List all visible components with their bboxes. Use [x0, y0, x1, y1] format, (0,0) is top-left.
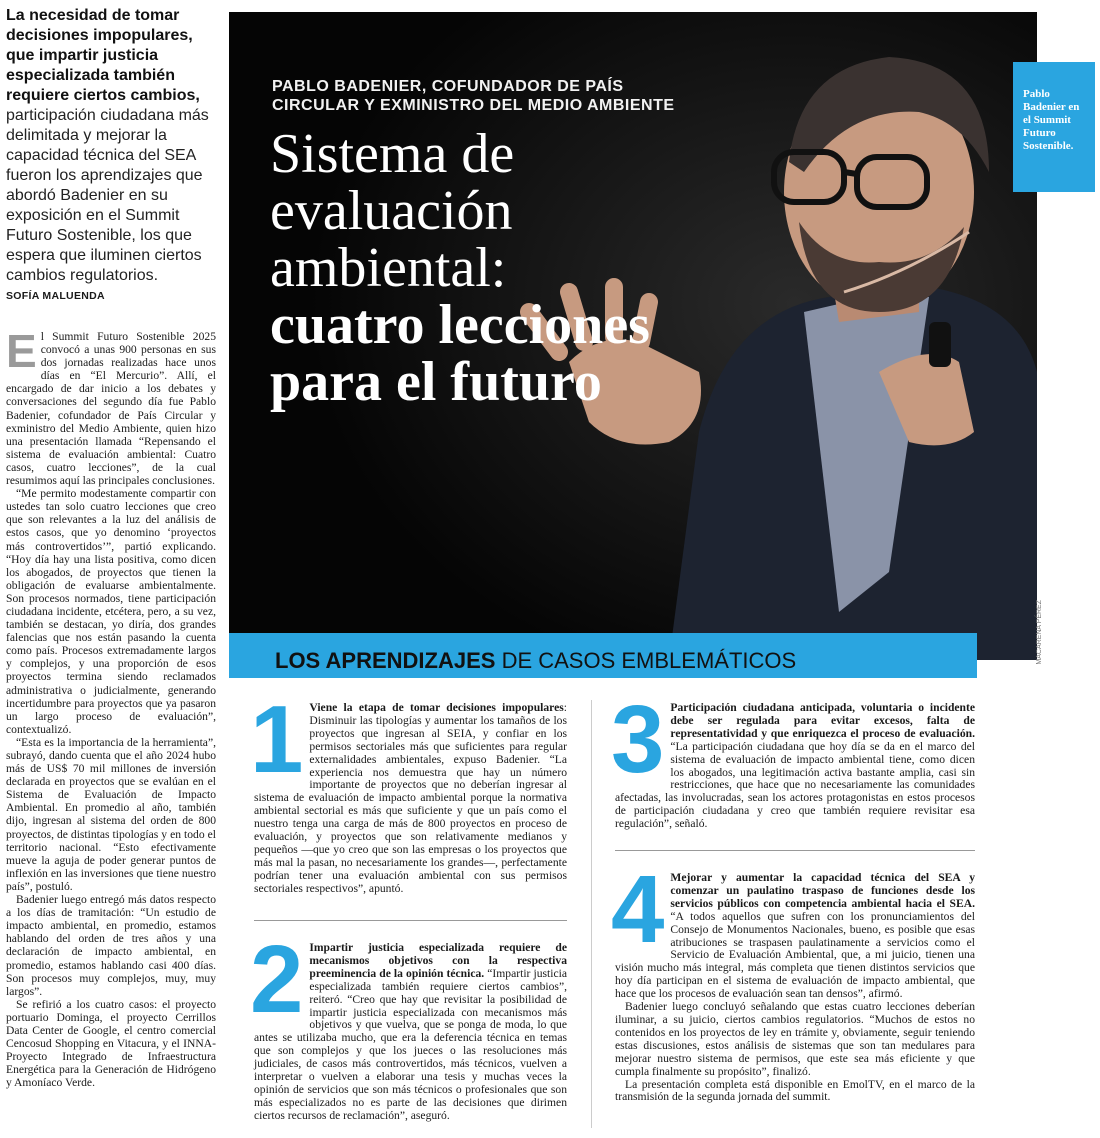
- lesson-3: [611, 686, 975, 831]
- body-paragraph: Badenier luego entregó más datos respecto a los días de tramitación: “Un estudio de impacto ambiental, en promedio, estamos hablando del orden de tres años y una declaración de impacto ambiental, en promedio, estamos hablando casi 400 días. Son procesos muy complejos, muy, muy largos”.: [6, 893, 216, 998]
- body-paragraph: Se refirió a los cuatro casos: el proyecto portuario Dominga, el proyecto Cerrillos Data Center de Google, el centro comercial Cencosud Shopping en Vitacura, y el INNA-Proyecto Integrado de Infraestructura Energética para la Generación de Hidrógeno y Amoníaco Verde.: [6, 997, 216, 1090]
- lesson-divider: [254, 920, 567, 921]
- section-title: [275, 649, 796, 673]
- lesson-2: [250, 926, 567, 1123]
- lesson-4: [611, 856, 975, 1104]
- lead-paragraph: [6, 6, 216, 286]
- lesson-lead: Participación ciudadana anticipada, voluntaria o incidente debe ser regulada para evitar excesos, falta de representatividad y que enriquezca el proceso de evaluación.: [670, 701, 975, 740]
- lead-rest: participación ciudadana más delimitada y mejorar la capacidad técnica del SEA fueron los aprendizajes que abordó Badenier en su exposición en el Summit Futuro Sostenible, los que espera que iluminen ciertos cambios regulatorios.: [6, 107, 209, 284]
- left-column: [6, 6, 216, 302]
- lesson-divider: [615, 850, 975, 851]
- lesson-body: “A todos aquellos que sufren con los pronunciamientos del Consejo de Monumentos Nacionales, bueno, es posible que esas atribuciones se traspasen paulatinamente a servicios como el Servicio de Evaluación Ambiental, que, a mi juicio, tienen una visión mucho más integral, más completa que tienen distintos servicios que hoy día participan en el sistema de evaluación de impacto ambiental, que hace que los procesos de evaluación sean tan densos”, afirmó.: [615, 909, 975, 1001]
- lesson-text: [615, 872, 975, 1001]
- section-title-bold: LOS APRENDIZAJES: [275, 648, 496, 673]
- byline: SOFÍA MALUENDA: [6, 290, 105, 302]
- lead-bold: La necesidad de tomar decisiones impopulares, que impartir justicia especializada también requiere ciertos cambios,: [6, 7, 200, 104]
- lesson-body: “La participación ciudadana que hoy día se da en el marco del sistema de evaluación de impacto ambiental tiene, como dicen los abogados, una legitimación activa bastante amplia, casi sin restricciones, que hace que no necesariamente las comunidades afectadas, las involucradas, sean los actores protagonistas en estos procesos de participación ciudadana y creo que también requiere revisitar esa regulación”, señaló.: [615, 739, 975, 831]
- photo-caption: Pablo Badenier en el Summit Futuro Sostenible.: [1013, 62, 1095, 192]
- body-paragraph: “Esta es la importancia de la herramienta”, subrayó, dando cuenta que el año 2024 hubo más de US$ 70 mil millones de inversión declarada en proyectos que se evalúan en el Sistema de Evaluación de Impacto Ambiental. En promedio al año, también dijo, ingresan al sistema del orden de 800 proyectos, de distintas tipologías y en todo el territorio nacional. “Esto efectivamente mueve la aguja de poder generar puntos de inflexión en las inversiones que tiene nuestro país”, postuló.: [6, 735, 216, 893]
- kicker: PABLO BADENIER, COFUNDADOR DE PAÍS CIRCULAR Y EXMINISTRO DEL MEDIO AMBIENTE: [272, 78, 675, 114]
- lesson-lead: Mejorar y aumentar la capacidad técnica del SEA y comenzar un paulatino traspaso de funciones desde los servicios públicos con competencia ambiental hacia el SEA.: [670, 871, 975, 910]
- body-paragraph: “Me permito modestamente compartir con ustedes tan solo cuatro lecciones que creo que son relevantes a la luz del análisis de estos casos, que yo denomino ‘proyectos más controvertidos’”, partió explicando. “Hoy día hay una lista positiva, como dicen los abogados, de proyectos que tienen la obligación de evaluarse ambientalmente. Son procesos normados, tiene participación ciudadana incidente, etcétera, pero, a su vez, también se destacan, yo diría, dos grandes falencias que nos están pasando la cuenta como país. Procesos extremadamente largos y complejos, y una proporción de esos proyectos termina siendo reclamados administrativa o judicialmente, generando incertidumbre para proyectos que ya pasaron un largo proceso de evaluación”, contextualizó.: [6, 487, 216, 736]
- lesson-body: “Impartir justicia especializada también requiere ciertos cambios”, reiteró. “Creo que hay que revisitar la posibilidad de impartir justicia especializada con mecanismos más objetivos y que vuelva, que se ponga de moda, lo que antes se utilizaba mucho, que era la deferencia técnica en temas que son complejos y que los jueces o las resoluciones más judiciales, de casos más controvertidos, más técnicos, vuelven a interpretar o vuelven a elaborar una tesis y muchas veces la opinión de servicios que son más técnicos o profesionales que son más especializados no es parte de las decisiones que dirimen ciertos recursos de reclamación”, aseguró.: [254, 966, 567, 1122]
- closing-paragraph: La presentación completa está disponible en EmolTV, en el marco de la transmisión de la segunda jornada del summit.: [615, 1077, 975, 1104]
- section-title-rest: DE CASOS EMBLEMÁTICOS: [495, 648, 797, 673]
- photo-credit: MACARENA PÉREZ: [1036, 600, 1043, 665]
- lesson-number: 1: [250, 686, 304, 793]
- lesson-number: 2: [250, 926, 304, 1033]
- body-paragraph: [6, 325, 216, 488]
- headline-light: Sistema de evaluación ambiental:: [270, 123, 515, 299]
- headline: [270, 123, 690, 413]
- lesson-1: [250, 686, 567, 896]
- body-text: l Summit Futuro Sostenible 2025 convocó a unas 900 personas en sus dos jornadas realizadas hace unos días en “El Mercurio”. Allí, el encargado de dar inicio a los debates y conversaciones del segundo día fue Pablo Badenier, cofundador de País Circular y exministro del Medio Ambiente, quien hizo una presentación llamada “Repensando el sistema de evaluación ambiental: Cuatro casos, cuatro lecciones”, de la cual resumimos aquí las principales conclusiones.: [6, 330, 216, 488]
- lesson-body: : Disminuir las tipologías y aumentar los tamaños de los proyectos que ingresan al SEIA, y confiar en los permisos sectoriales más que suficientes para regular externalidades ambientales, expuso Badenier. “La experiencia nos demuestra que hay un número importante de proyectos que no deberían ingresar al sistema de evaluación de impacto ambiental porque la normativa ambiental sectorial es más que suficiente y que un país como el nuestro tenga una carga de más de 800 proyectos en proceso de evaluación, y proyectos que son relativamente medianos y pequeños —que yo creo que son las empresas o los proyectos que más mal la pasan, no necesariamente los grandes—, perfectamente podrían tener una evaluación ambiental con sus permisos sectoriales respectivos”, apuntó.: [254, 701, 567, 895]
- article-body: [6, 325, 216, 1090]
- lesson-number: 4: [611, 856, 665, 963]
- headline-bold: cuatro lecciones para el futuro: [270, 294, 650, 413]
- column-divider: [591, 700, 592, 1128]
- closing-paragraph: Badenier luego concluyó señalando que estas cuatro lecciones deberían iluminar, a su juicio, ciertos cambios regulatorios. “Muchos de estos no contenidos en los proyectos de ley en trámite y, obviamente, seguir teniendo estas discusiones, estos análisis de sistemas que son tan medulares para mejorar nuestro sistema de permisos, que este sea más eficiente y que cumpla finalmente su propósito”, finalizó.: [615, 1000, 975, 1078]
- dropcap: E: [6, 325, 37, 377]
- lesson-lead: Impartir justicia especializada requiere de mecanismos objetivos con la respectiva preeminencia de la opinión técnica.: [309, 941, 567, 980]
- lesson-number: 3: [611, 686, 665, 793]
- lesson-text: [615, 702, 975, 831]
- lesson-lead: Viene la etapa de tomar decisiones impopulares: [309, 701, 564, 714]
